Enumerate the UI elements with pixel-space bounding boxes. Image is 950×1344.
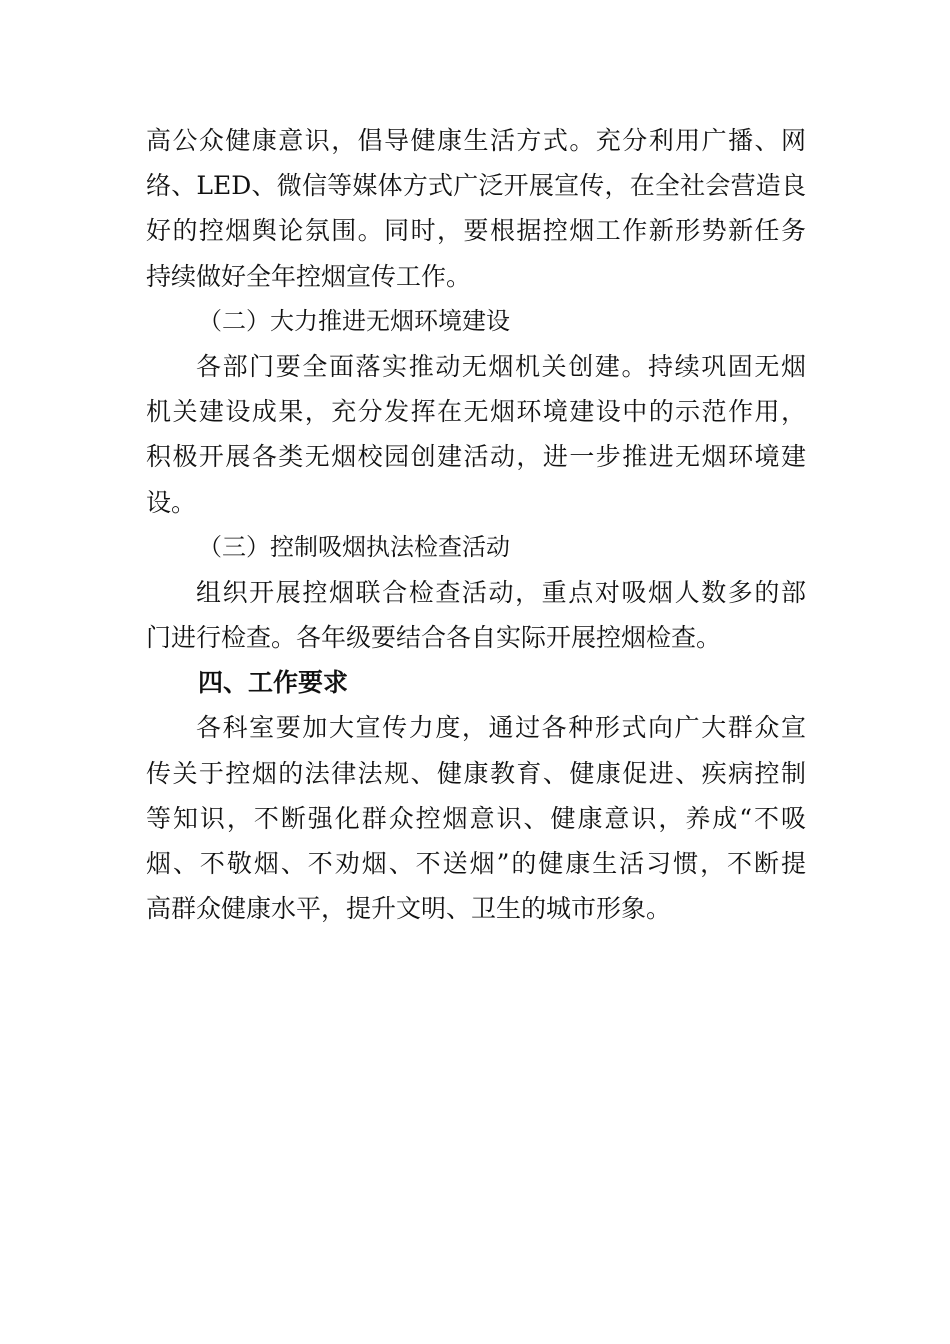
paragraph-4-line-4: 烟、不敬烟、不劝烟、不送烟”的健康生活习惯，不断提 [146,849,806,878]
paragraph-2-line-4: 设。 [146,487,197,517]
paragraph-4-line-5: 高群众健康水平，提升文明、卫生的城市形象。 [146,894,672,924]
paragraph-1-line-3: 好的控烟舆论氛围。同时，要根据控烟工作新形势新任务 [146,216,806,246]
paragraph-4-line-3: 等知识，不断强化群众控烟意识、健康意识，养成“不吸 [146,803,806,833]
paragraph-3-line-2: 门进行检查。各年级要结合各自实际开展控烟检查。 [146,623,722,653]
paragraph-1-line-1: 高公众健康意识，倡导健康生活方式。充分利用广播、网 [146,126,806,155]
paragraph-1-line-2: 络、LED、微信等媒体方式广泛开展宣传，在全社会营造良 [146,171,806,201]
document-body [146,118,806,931]
paragraph-2-line-3: 积极开展各类无烟校园创建活动，进一步推进无烟环境建 [146,442,806,472]
paragraph-4-line-2: 传关于控烟的法律法规、健康教育、健康促进、疾病控制 [146,758,806,788]
paragraph-2-line-2: 机关建设成果，充分发挥在无烟环境建设中的示范作用， [146,397,806,427]
paragraph-2-line-1: 各部门要全面落实推动无烟机关创建。持续巩固无烟 [196,351,806,381]
subheading-3: （三）控制吸烟执法检查活动 [198,532,510,561]
subheading-2: （二）大力推进无烟环境建设 [198,306,510,335]
paragraph-1-line-4: 持续做好全年控烟宣传工作。 [146,261,472,291]
paragraph-3-line-1: 组织开展控烟联合检查活动，重点对吸烟人数多的部 [196,577,806,607]
heading-4: 四、工作要求 [198,668,349,698]
paragraph-4-line-1: 各科室要加大宣传力度，通过各种形式向广大群众宣 [196,713,806,743]
